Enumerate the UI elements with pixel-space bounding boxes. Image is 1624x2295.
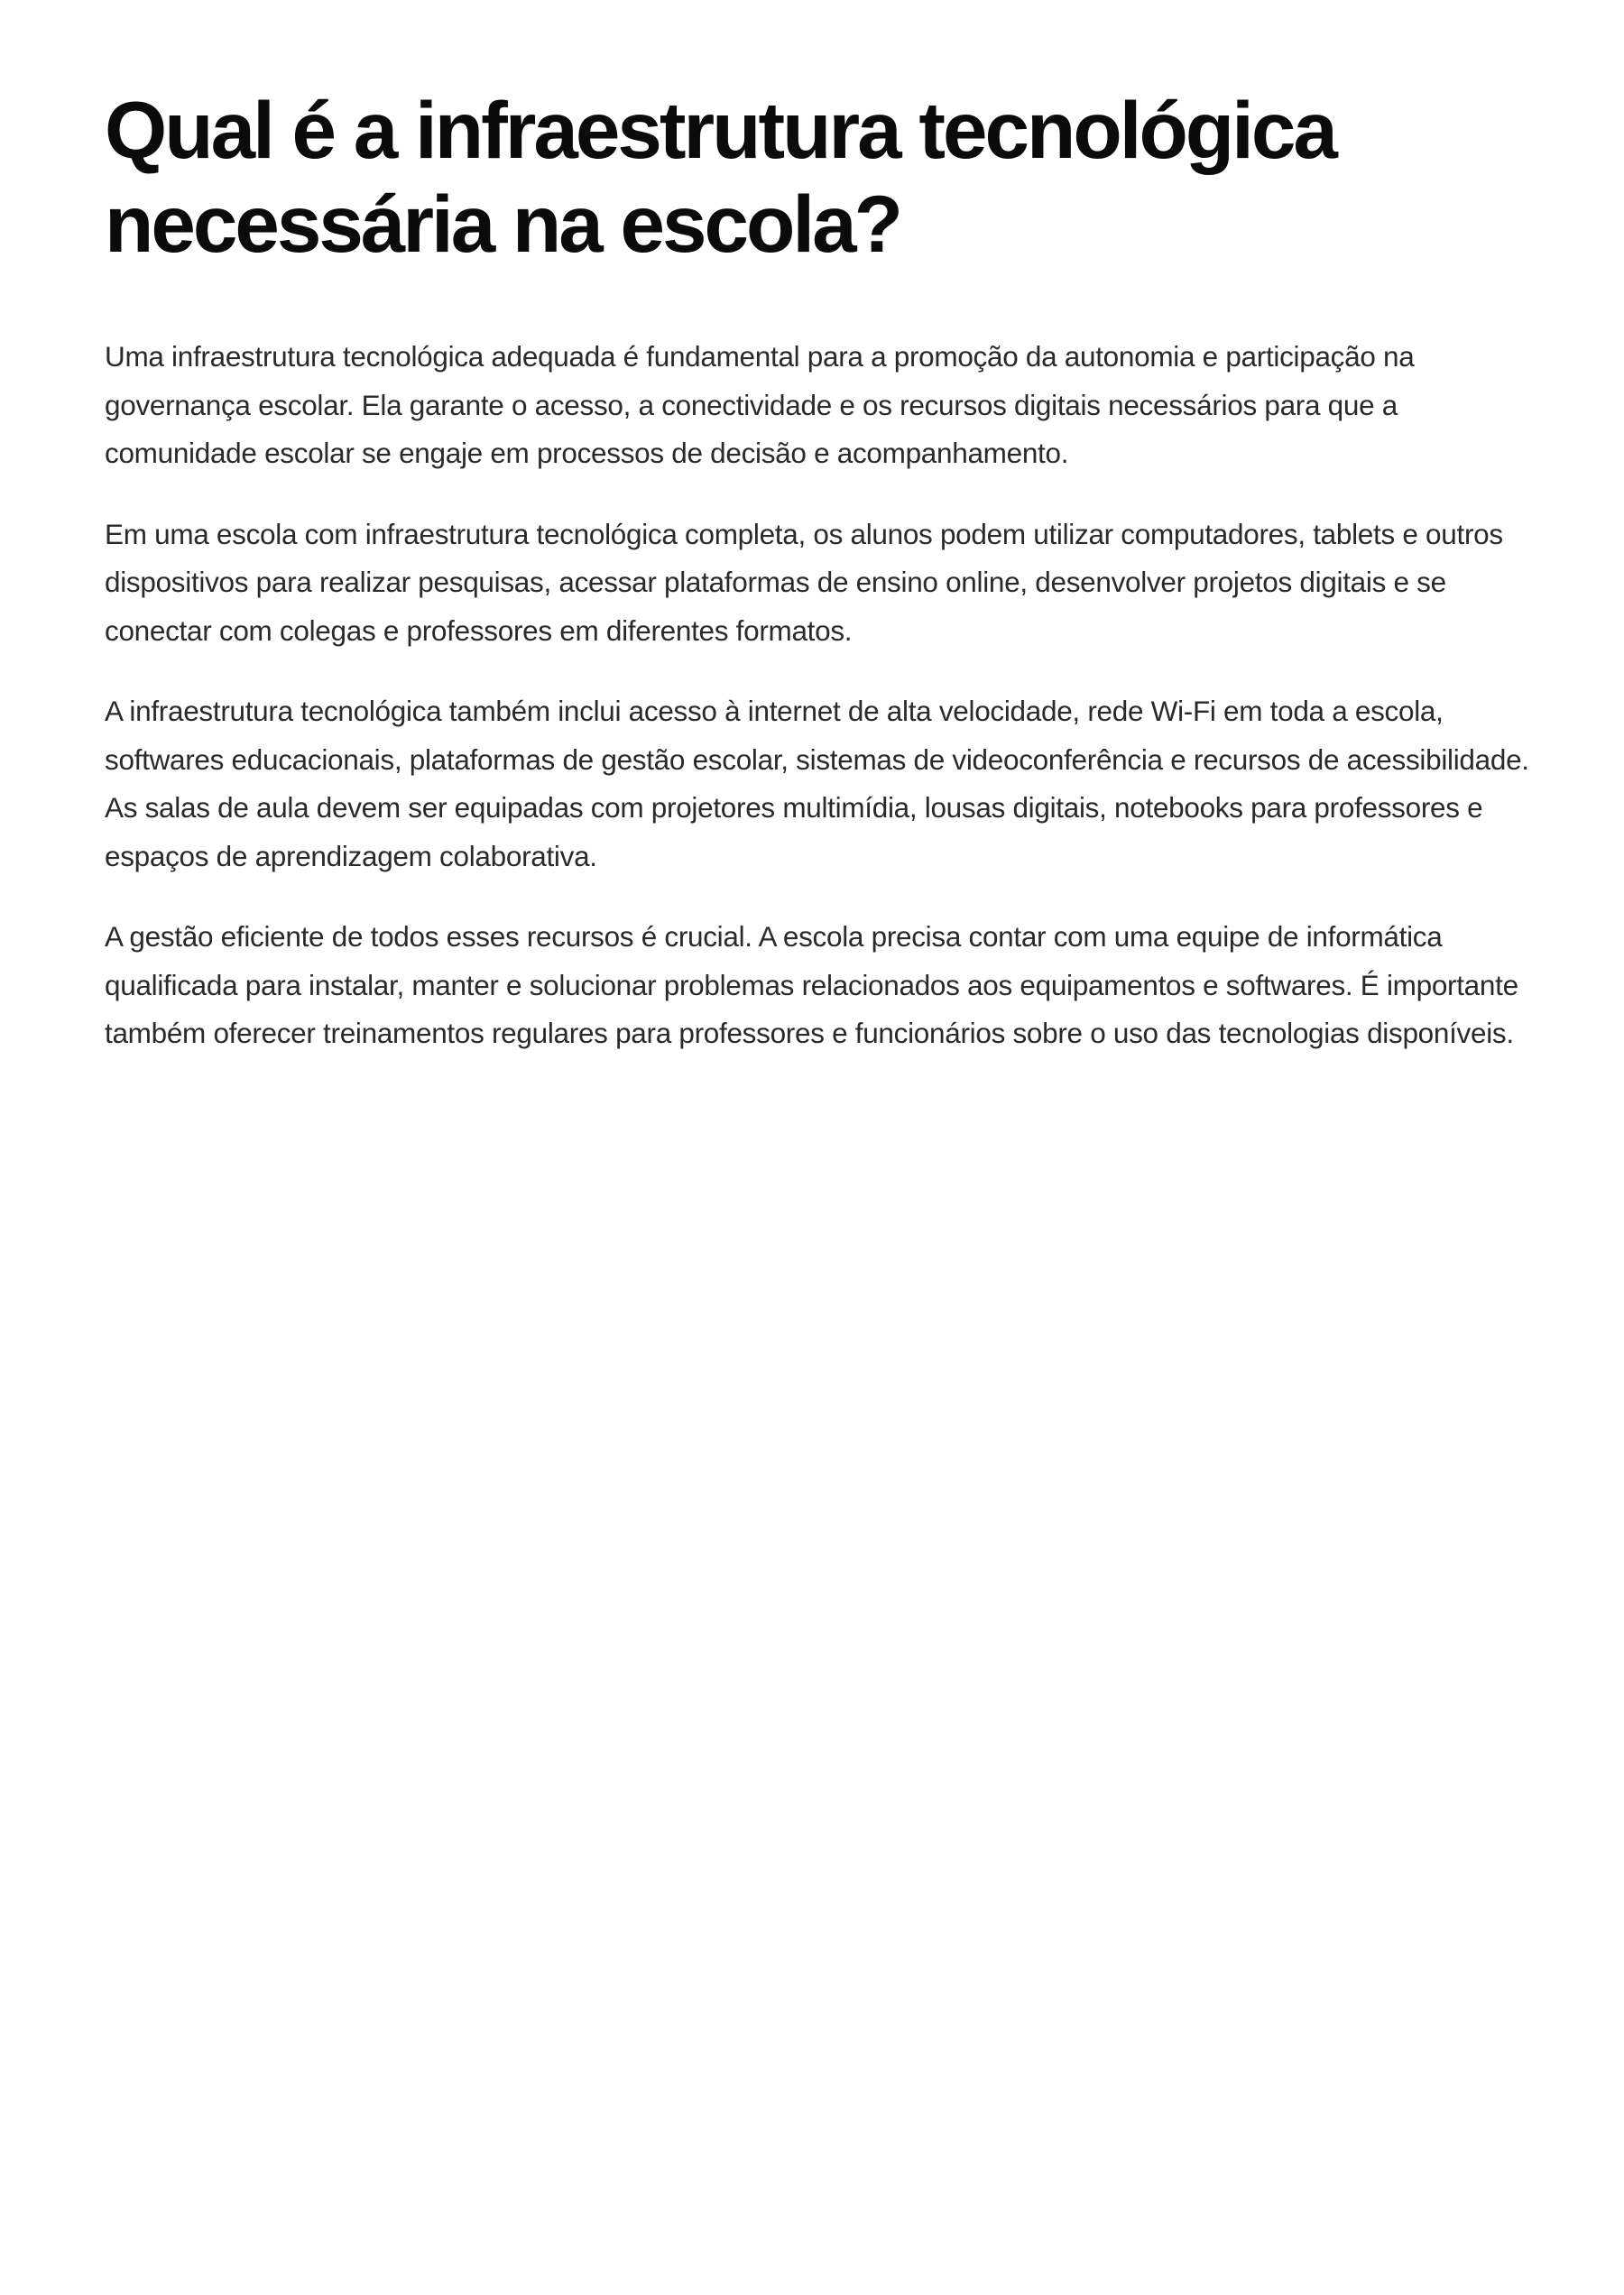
document-content xyxy=(105,83,1539,1091)
page-title: Qual é a infraestrutura tecnológica necessária na escola? xyxy=(105,85,1335,269)
paragraph-2: Em uma escola com infraestrutura tecnológica completa, os alunos podem utilizar computadores, tablets e outros dispositivos para realizar pesquisas, acessar plataformas de ensino online, desenvolver projetos digitais e se conectar com colegas e professores em diferentes formatos. xyxy=(105,517,1503,647)
paragraph-4: A gestão eficiente de todos esses recursos é crucial. A escola precisa contar com uma equipe de informática qualificada para instalar, manter e solucionar problemas relacionados aos equipamentos e softwares. É importante também oferecer treinamentos regulares para professores e funcionários sobre o uso das tecnologias disponíveis. xyxy=(105,920,1518,1049)
document-body xyxy=(105,333,1539,1058)
paragraph-1: Uma infraestrutura tecnológica adequada é fundamental para a promoção da autonomia e participação na governança escolar. Ela garante o acesso, a conectividade e os recursos digitais necessários para que a comunidade escolar se engaje em processos de decisão e acompanhamento. xyxy=(105,340,1415,469)
paragraph-3: A infraestrutura tecnológica também inclui acesso à internet de alta velocidade, rede Wi-Fi em toda a escola, softwares educacionais, plataformas de gestão escolar, sistemas de videoconferência e recursos de acessibilidade. As salas de aula devem ser equipadas com projetores multimídia, lousas digitais, notebooks para professores e espaços de aprendizagem colaborativa. xyxy=(105,695,1529,872)
